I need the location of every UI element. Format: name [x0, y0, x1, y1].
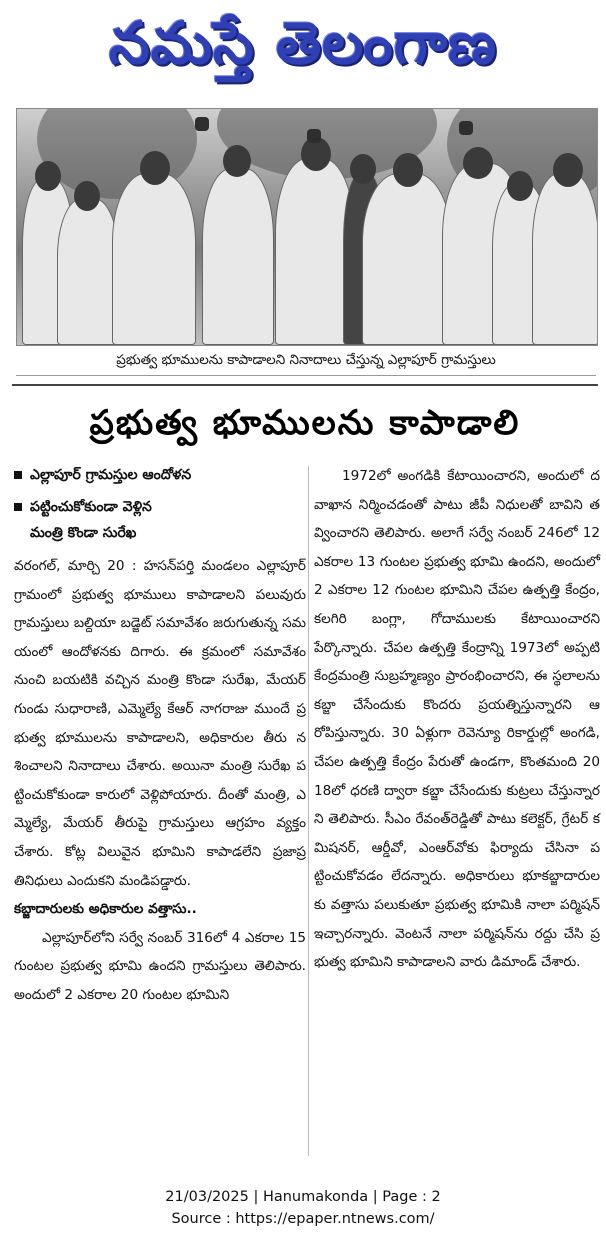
article-left-column [14, 462, 306, 1010]
article-subhead: కబ్జాదారులకు అధికారుల వత్తాసు.. [14, 901, 197, 918]
newspaper-logo: నమస్తే తెలంగాణ [109, 8, 497, 77]
article-right-column [314, 462, 600, 977]
page-footer [0, 1186, 606, 1230]
article-paragraph: 1972లో అంగడికి కేటాయించారని, అందులో దవాఖాన నిర్మించడంతో పాటు జీపీ నిధులతో బావిని తవ్వించారని తెలిపారు. అలాగే సర్వే నంబర్ 246లో 12 ఎకరాల 13 గుంటల ప్రభుత్వ భూమి ఉందని, అందులో 2 ఎకరాల 12 గుంటల భూమిని చేపల ఉత్పత్తి కేంద్రం, కలగిరి బంగ్లా, గోదాములకు కేటాయించారని పేర్కొన్నారు. చేపల ఉత్పత్తి కేంద్రాన్ని 1973లో అప్పటి కేంద్రమంత్రి సుబ్రహ్మణ్యం ప్రారంభించారని, ఈ స్థలాలను కబ్జా చేసేందుకు కొందరు ప్రయత్నిస్తున్నారని ఆరోపిస్తున్నారు. 30 ఏళ్లుగా రెవెన్యూ రికార్డుల్లో అంగడి, చేపల ఉత్పత్తి కేంద్రం పేరుతో ఉండగా, కొంతమంది 2018లో ధరణి ద్వారా కబ్జా చేసేందుకు కుట్రలు చేస్తున్నారని తెలిపారు. సీఎం రేవంత్‌రెడ్డితో పాటు కలెక్టర్, గ్రేటర్ కమిషనర్, ఆర్డీవో, ఎంఆర్‌వోకు ఫిర్యాదు చేసినా పట్టించుకోవడం లేదన్నారు. అధికారులు భూకబ్జాదారులకు వత్తాసు పలుకుతూ ప్రభుత్వ భూమికి నాలా పర్మిషన్ ఇచ్చారన్నారు. వెంటనే నాలా పర్మిషన్‌ను రద్దు చేసి ప్రభుత్వ భూమిని కాపాడాలని వారు డిమాండ్ చేశారు. [314, 468, 600, 971]
bullet-point [14, 462, 306, 488]
masthead [0, 0, 606, 100]
article-paragraph: ఎల్లాపూర్‌లోని సర్వే నంబర్ 316లో 4 ఎకరాల 15 గుంటల ప్రభుత్వ భూమి ఉందని గ్రామస్తులు తెలిపారు. అందులో 2 ఎకరాల 20 గుంటల భూమిని [14, 929, 306, 1003]
bullet-icon [14, 471, 22, 479]
bullet-text-continued: మంత్రి కొండా సురేఖ [30, 525, 137, 541]
bullet-point [14, 494, 306, 520]
bullet-text: పట్టించుకోకుండా వెళ్లిన [30, 499, 152, 515]
edition-info: 21/03/2025 | Hanumakonda | Page : 2 [165, 1189, 441, 1205]
bullet-icon [14, 503, 22, 511]
source-link[interactable]: Source : https://epaper.ntnews.com/ [171, 1211, 435, 1227]
divider [12, 384, 598, 386]
news-photo [16, 108, 598, 346]
headline: ప్రభుత్వ భూములను కాపాడాలి [89, 403, 521, 443]
photo-caption: ప్రభుత్వ భూములను కాపాడాలని నినాదాలు చేస్తున్న ఎల్లాపూర్ గ్రామస్తులు [16, 345, 596, 376]
article-paragraph: వరంగల్, మార్చి 20 : హసన్‌పర్తి మండలం ఎల్లాపూర్ గ్రామంలో ప్రభుత్వ భూములు కాపాడాలని పలువురు గ్రామస్తులు బల్దియా బడ్జెట్ సమావేశం జరుగుతున్న సమయంలో ఆందోళనకు దిగారు. ఈ క్రమంలో సమావేశం నుంచి బయటికి వచ్చిన మంత్రి కొండా సురేఖ, మేయర్ గుండు సుధారాణి, ఎమ్మెల్యే కేఆర్ నాగరాజు ముందే ప్రభుత్వ భూములను కాపాడాలని, అధికారుల తీరు నశించాలని నినాదాలు చేశారు. అయినా మంత్రి సురేఖ పట్టించుకోకుండా కారులో వెళ్లిపోయారు. దీంతో మంత్రి, ఎమ్మెల్యే, మేయర్ తీరుపై గ్రామస్తులు ఆగ్రహం వ్యక్తం చేశారు. కోట్ల విలువైన భూమిని కాపాడలేని ప్రజాప్రతినిధులు ఎందుకని మండిపడ్డారు. [14, 558, 306, 889]
column-divider [308, 466, 309, 1156]
bullet-text: ఎల్లాపూర్ గ్రామస్తుల ఆందోళన [30, 467, 192, 483]
